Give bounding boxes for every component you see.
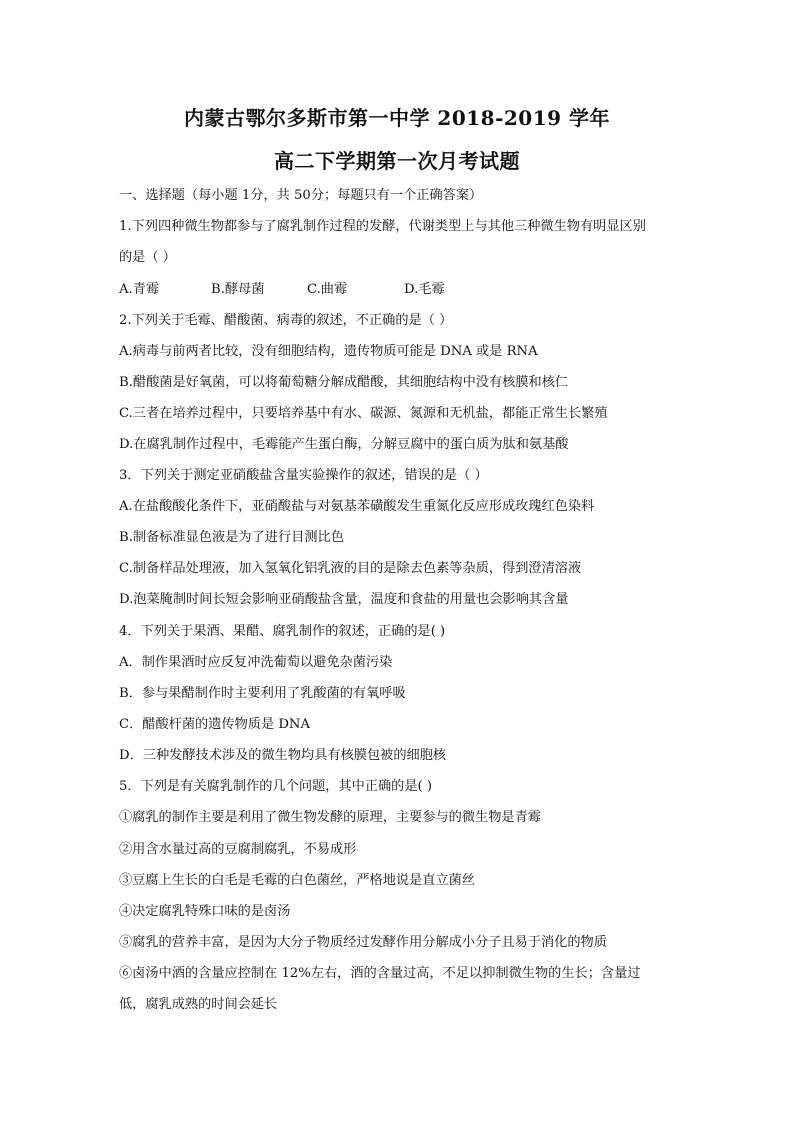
question-3-stem: 3．下列关于测定亚硝酸盐含量实验操作的叙述，错误的是（ ） xyxy=(119,468,488,483)
question-3-option-c: C.制备样品处理液，加入氢氧化铝乳液的目的是除去色素等杂质，得到澄清溶液 xyxy=(119,561,582,576)
question-1-options xyxy=(119,280,445,300)
question-5-item-5: ⑤腐乳的营养丰富，是因为大分子物质经过发酵作用分解成小分子且易于消化的物质 xyxy=(119,935,607,950)
option-b: B.酵母菌 xyxy=(211,282,265,297)
section-heading: 一、选择题（每小题 1分，共 50分；每题只有一个正确答案） xyxy=(119,188,483,203)
option-c: C.曲霉 xyxy=(307,282,348,297)
question-2-option-d: D.在腐乳制作过程中，毛霉能产生蛋白酶，分解豆腐中的蛋白质为肽和氨基酸 xyxy=(119,437,569,452)
question-4-option-b: B．参与果醋制作时主要利用了乳酸菌的有氧呼吸 xyxy=(119,686,406,701)
question-2-stem: 2.下列关于毛霉、醋酸菌、病毒的叙述，不正确的是（ ） xyxy=(119,313,453,328)
question-4-option-d: D．三种发酵技术涉及的微生物均具有核膜包被的细胞核 xyxy=(119,748,447,763)
question-5-stem: 5．下列是有关腐乳制作的几个问题，其中正确的是( ) xyxy=(119,779,432,794)
question-1-stem: 1.下列四种微生物都参与了腐乳制作过程的发酵，代谢类型上与其他三种微生物有明显区别 xyxy=(119,219,646,234)
school-title: 内蒙古鄂尔多斯市第一中学 2018-2019 学年 xyxy=(183,106,611,130)
question-1-stem-cont: 的是（ ） xyxy=(119,250,176,265)
question-5-item-6: ⑥卤汤中酒的含量应控制在 12%左右，酒的含量过高，不足以抑制微生物的生长；含量过 xyxy=(119,966,641,981)
question-3-option-b: B.制备标准显色液是为了进行目测比色 xyxy=(119,530,344,545)
question-2-option-b: B.醋酸菌是好氧菌，可以将葡萄糖分解成醋酸，其细胞结构中没有核膜和核仁 xyxy=(119,375,569,390)
question-4-stem: 4．下列关于果酒、果醋、腐乳制作的叙述，正确的是( ) xyxy=(119,624,446,639)
option-a: A.青霉 xyxy=(119,282,160,297)
question-3-option-a: A.在盐酸酸化条件下，亚硝酸盐与对氨基苯磺酸发生重氮化反应形成玫瑰红色染料 xyxy=(119,499,595,514)
exam-title: 高二下学期第一次月考试题 xyxy=(274,149,520,173)
question-5-item-6-cont: 低，腐乳成熟的时间会延长 xyxy=(119,997,278,1012)
question-2-option-c: C.三者在培养过程中，只要培养基中有水、碳源、氮源和无机盐，都能正常生长繁殖 xyxy=(119,406,608,421)
question-5-item-1: ①腐乳的制作主要是利用了微生物发酵的原理，主要参与的微生物是青霉 xyxy=(119,810,541,825)
question-4-option-c: C．醋酸杆菌的遗传物质是 DNA xyxy=(119,717,310,732)
question-4-option-a: A．制作果酒时应反复冲洗葡萄以避免杂菌污染 xyxy=(119,655,393,670)
question-5-item-3: ③豆腐上生长的白毛是毛霉的白色菌丝，严格地说是直立菌丝 xyxy=(119,873,476,888)
question-2-option-a: A.病毒与前两者比较，没有细胞结构，遗传物质可能是 DNA 或是 RNA xyxy=(119,344,538,359)
question-3-option-d: D.泡菜腌制时间长短会影响亚硝酸盐含量，温度和食盐的用量也会影响其含量 xyxy=(119,592,569,607)
option-d: D.毛霉 xyxy=(404,282,445,297)
question-5-item-4: ④决定腐乳特殊口味的是卤汤 xyxy=(119,904,291,919)
question-5-item-2: ②用含水量过高的豆腐制腐乳，不易成形 xyxy=(119,842,357,857)
